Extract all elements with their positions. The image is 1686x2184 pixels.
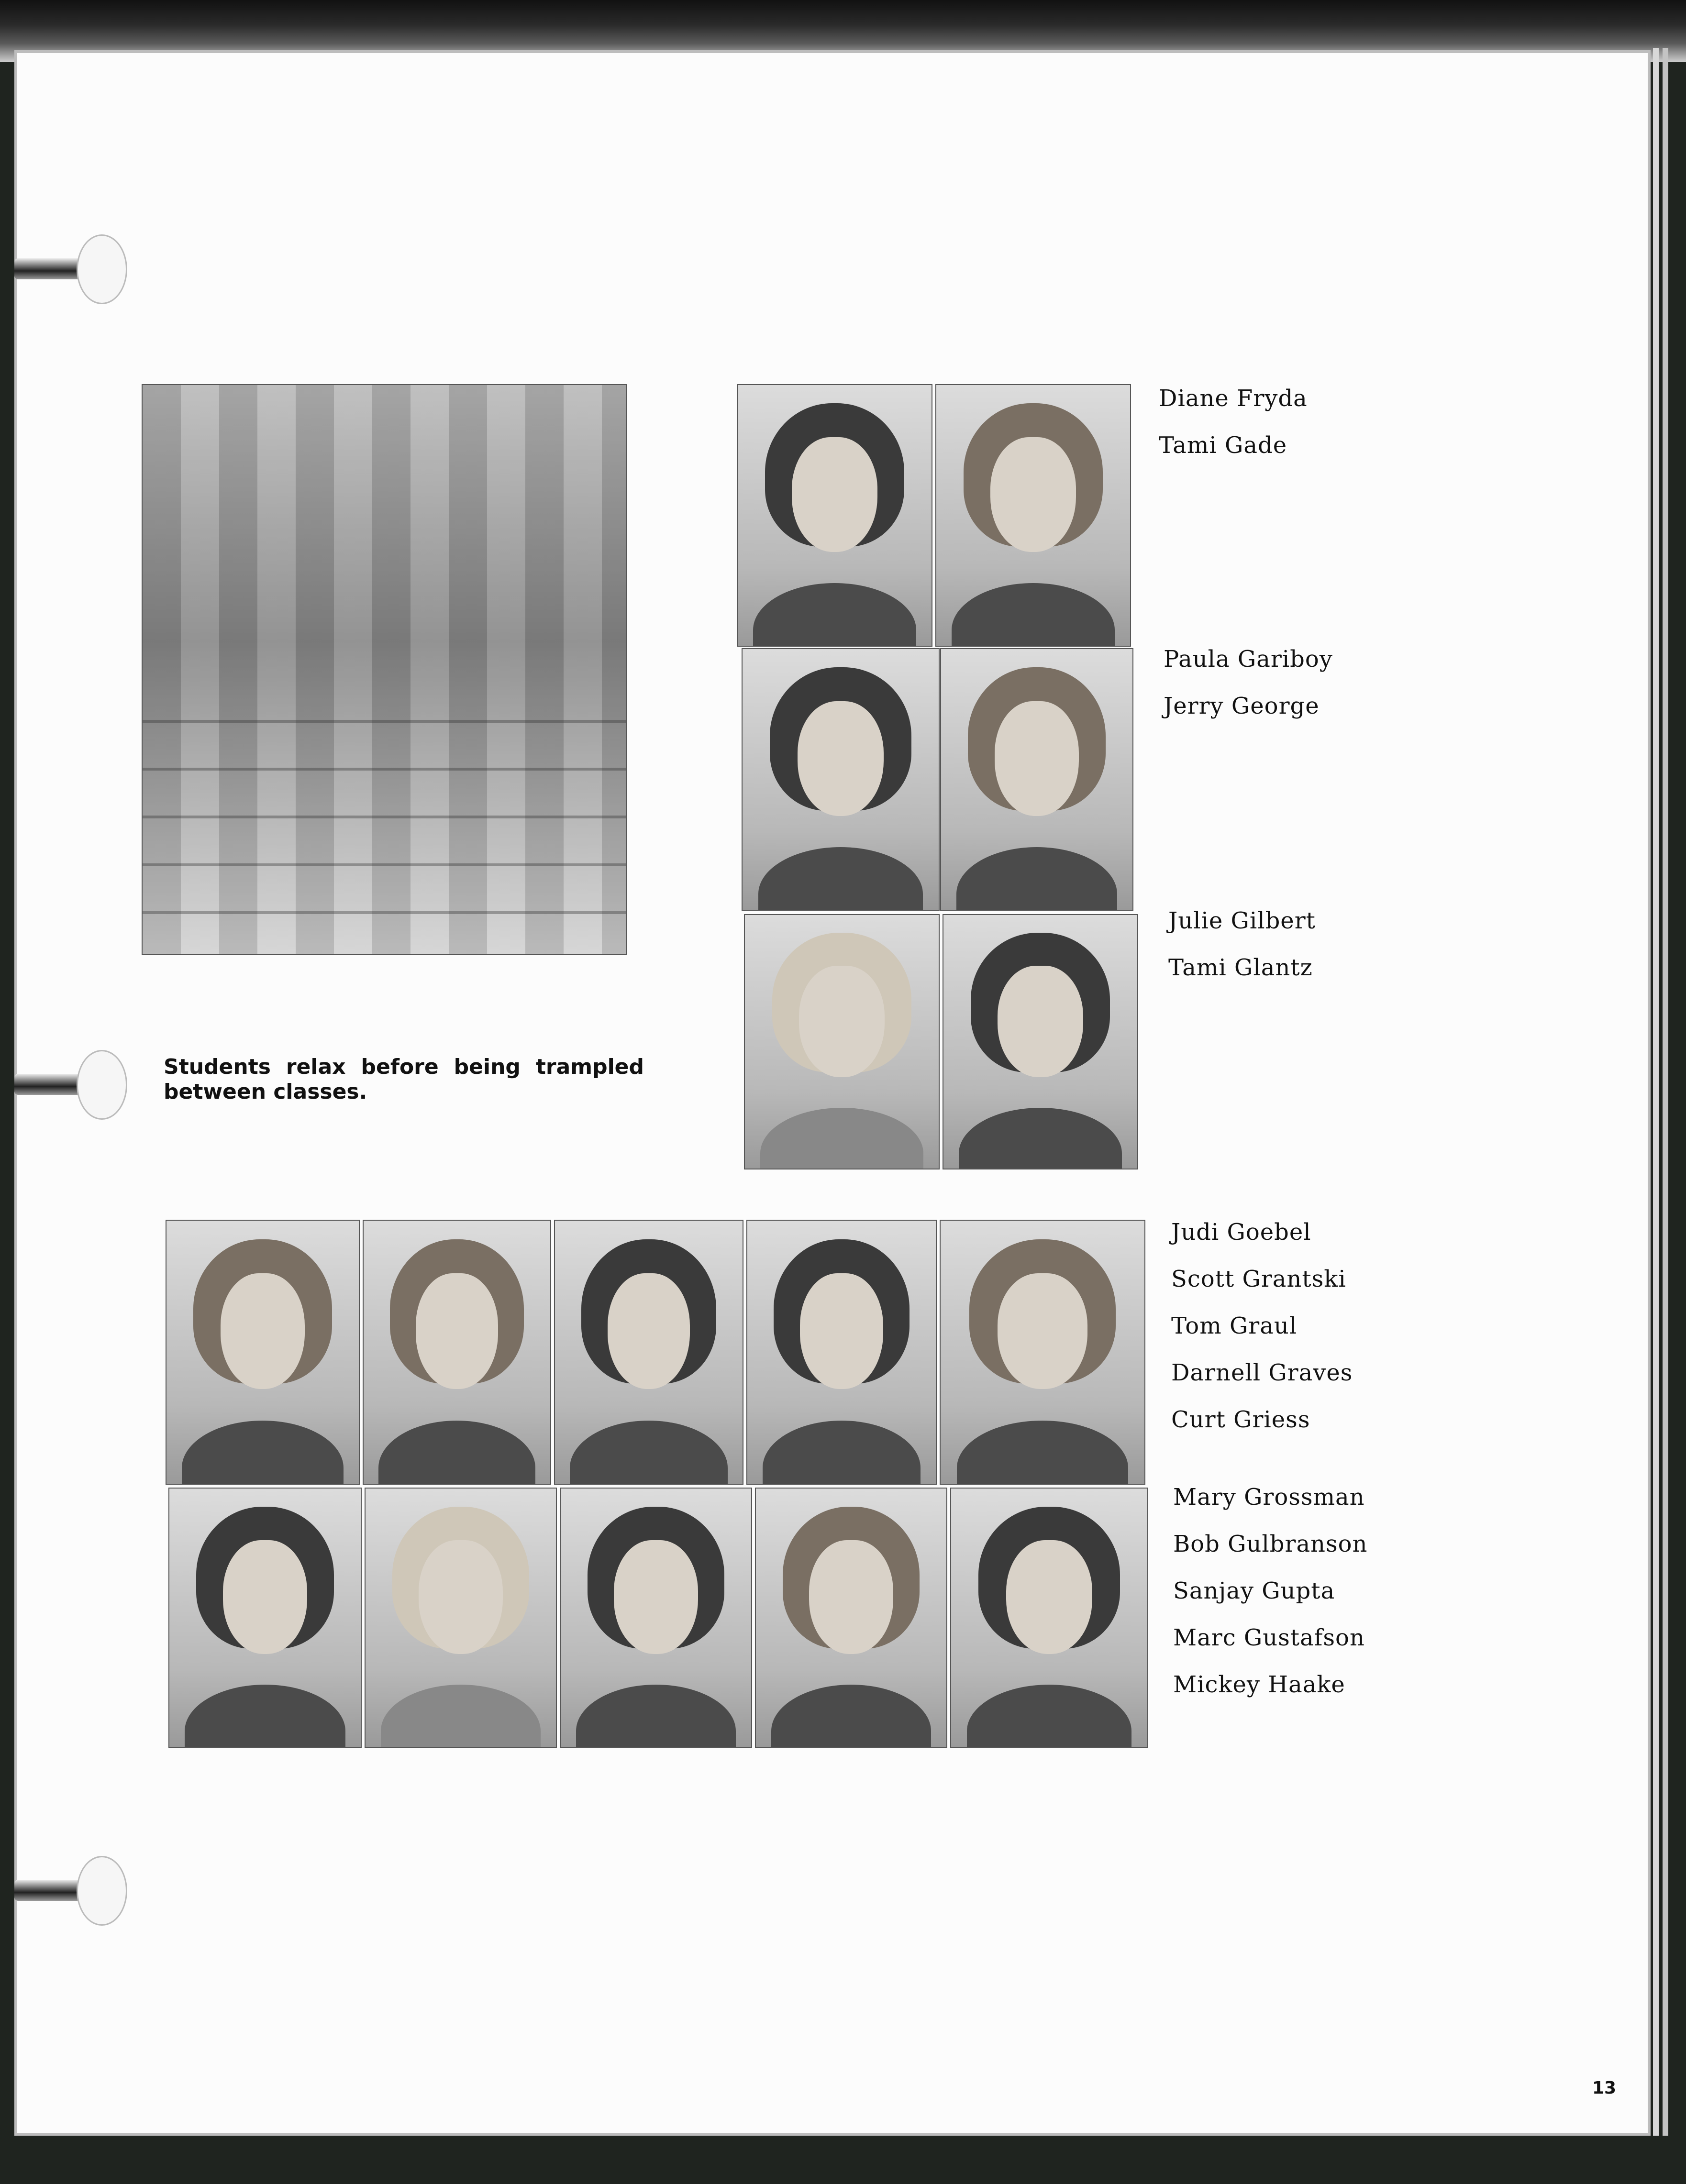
student-name: Mary Grossman	[1173, 1484, 1365, 1511]
page-number: 13	[1592, 2078, 1617, 2098]
yearbook-page	[14, 50, 1651, 2136]
student-name: Darnell Graves	[1171, 1359, 1353, 1386]
portrait-photo	[737, 384, 932, 647]
student-name: Jerry George	[1164, 693, 1320, 719]
photo-caption: Students relax before being trampled between classes.	[164, 1055, 644, 1104]
portrait-photo	[365, 1488, 557, 1748]
portrait-photo	[940, 1220, 1145, 1485]
group-photo	[142, 384, 627, 955]
student-name: Tami Glantz	[1168, 954, 1313, 981]
student-name: Marc Gustafson	[1173, 1624, 1365, 1651]
portrait-photo	[363, 1220, 551, 1485]
portrait-photo	[560, 1488, 752, 1748]
binder-ring	[14, 254, 124, 284]
student-name: Paula Gariboy	[1164, 646, 1333, 673]
portrait-photo	[554, 1220, 743, 1485]
student-name: Curt Griess	[1171, 1406, 1310, 1433]
student-name: Julie Gilbert	[1168, 907, 1316, 934]
student-name: Scott Grantski	[1171, 1266, 1346, 1292]
portrait-photo	[746, 1220, 937, 1485]
portrait-photo	[950, 1488, 1148, 1748]
student-name: Tom Graul	[1171, 1313, 1298, 1339]
portrait-photo	[940, 648, 1133, 911]
portrait-photo	[166, 1220, 360, 1485]
student-name: Mickey Haake	[1173, 1671, 1345, 1698]
student-name: Sanjay Gupta	[1173, 1577, 1335, 1604]
portrait-photo	[744, 914, 940, 1169]
stacked-page-edge	[1653, 48, 1659, 2136]
portrait-photo	[943, 914, 1138, 1169]
student-name: Tami Gade	[1159, 432, 1287, 459]
student-name: Bob Gulbranson	[1173, 1531, 1368, 1557]
portrait-photo	[935, 384, 1131, 647]
student-name: Diane Fryda	[1159, 385, 1308, 412]
binder-ring	[14, 1875, 124, 1906]
binder-ring	[14, 1069, 124, 1100]
portrait-photo	[742, 648, 940, 911]
portrait-photo	[168, 1488, 362, 1748]
portrait-photo	[755, 1488, 947, 1748]
student-name: Judi Goebel	[1171, 1219, 1311, 1246]
stacked-page-edge	[1663, 48, 1668, 2136]
